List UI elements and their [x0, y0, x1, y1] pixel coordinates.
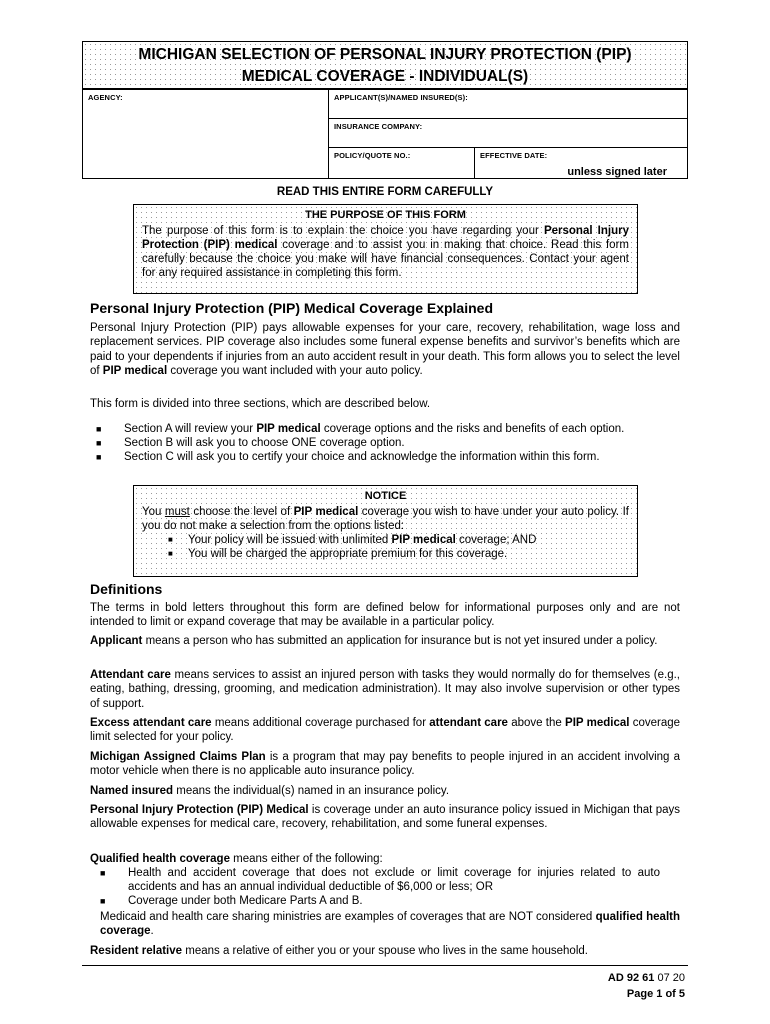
- notice-box: [133, 485, 638, 577]
- def-text: above the: [507, 717, 566, 729]
- form-title-line2: MEDICAL COVERAGE - INDIVIDUAL(S): [241, 68, 529, 85]
- def-bold: PIP medical: [565, 717, 630, 729]
- def-text: means a relative of either you or your spouse who lives in the same household.: [182, 945, 588, 957]
- pip-explained-paragraph: [90, 321, 680, 378]
- purpose-box: [133, 204, 638, 294]
- page-number: Page 1 of 5: [626, 988, 685, 1000]
- notice-text-a: You: [142, 506, 165, 518]
- bullet-text: Section A will review your: [124, 423, 257, 435]
- read-entire-heading: READ THIS ENTIRE FORM CAREFULLY: [276, 186, 494, 198]
- pip-explained-heading: Personal Injury Protection (PIP) Medical Coverage Explained: [90, 300, 493, 316]
- def-text: Medicaid and health care sharing ministries are examples of coverages that are NOT considered: [100, 911, 596, 923]
- def-excess-attendant-care: [90, 716, 680, 745]
- def-resident-relative: [90, 944, 680, 958]
- purpose-title: THE PURPOSE OF THIS FORM: [305, 209, 466, 221]
- def-macp: [90, 750, 680, 779]
- applicants-field[interactable]: [328, 89, 688, 119]
- def-text: means the individual(s) named in an insurance policy.: [173, 785, 450, 797]
- agency-field[interactable]: [82, 89, 329, 179]
- form-number: [608, 972, 685, 984]
- def-text: is a program that may pay benefits to people injured in an accident involving a motor vehicle when there is no applicable auto insurance policy.: [90, 751, 680, 778]
- applicants-label: APPLICANT(S)/NAMED INSURED(S):: [334, 93, 468, 102]
- notice-title: NOTICE: [364, 490, 407, 502]
- bullet-text: Section C will ask you to certify your choice and acknowledge the information within this form.: [124, 451, 600, 464]
- list-item: [96, 436, 680, 450]
- def-text: coverage limit selected for your policy.: [90, 717, 681, 744]
- def-qualified-health-coverage: [90, 852, 680, 866]
- definitions-intro: The terms in bold letters throughout this form are defined below for informational purposes only and are not intended to limit or expand coverage that may be available in a particular policy.: [90, 602, 680, 629]
- notice-must: must: [164, 506, 190, 518]
- insurance-company-field[interactable]: [328, 118, 688, 148]
- def-bold: qualified health coverage: [100, 911, 680, 938]
- para1-bold: PIP medical: [102, 364, 168, 377]
- def-term: Personal Injury Protection (PIP) Medical: [90, 804, 309, 816]
- def-text: .: [150, 925, 154, 938]
- bullet-text: Section B will ask you to choose ONE coverage option.: [124, 437, 405, 450]
- form-number-date: 07 20: [654, 972, 685, 984]
- def-text: means additional coverage purchased for: [211, 717, 430, 729]
- qhc-list: [100, 866, 660, 909]
- def-term: Named insured: [90, 785, 174, 797]
- def-text: means services to assist an injured person with tasks they would normally do for themselves (e.g., eating, bathing, dressing, grooming, and medication administration). It may also involve supervision or other types of support.: [90, 669, 680, 710]
- para1-a: Personal Injury Protection (PIP) pays allowable expenses for your care, recovery, rehabilitation, wage loss and replacement services. PIP coverage also includes some funeral expense benefits and survivor’s benefits which are paid to your dependents if injuries from an auto accident result in your death. This form allows you to select the level of: [90, 322, 680, 377]
- sections-intro: This form is divided into three sections, which are described below.: [90, 398, 431, 410]
- def-term: Michigan Assigned Claims Plan: [90, 751, 266, 763]
- notice-text-c: coverage you wish to have under your auto policy. If you do not make a selection from the options listed:: [142, 506, 629, 532]
- purpose-text-b: coverage and to assist you in making that choice. Read this form carefully because the choice you make will have financial consequences. Contact your agent for any required assistance in completing this form.: [142, 239, 629, 279]
- notice-item1-b: coverage; AND: [455, 534, 537, 546]
- def-pip-medical: [90, 803, 680, 832]
- list-item: ■ You will be charged the appropriate premium for this coverage.: [164, 547, 629, 561]
- notice-text: [142, 505, 629, 533]
- def-named-insured: [90, 784, 680, 798]
- notice-text-b: choose the level of: [189, 506, 294, 518]
- def-term: Qualified health coverage: [90, 853, 230, 865]
- bullet-text-b: coverage options and the risks and benefits of each option.: [320, 423, 625, 435]
- para1-b: coverage you want included with your auto policy.: [167, 364, 423, 377]
- purpose-text-a: The purpose of this form is to explain the choice you have regarding your: [142, 225, 544, 237]
- def-text: means a person who has submitted an application for insurance but is not yet insured under a policy.: [142, 635, 658, 647]
- def-applicant: [90, 634, 680, 648]
- notice-item1-a: Your policy will be issued with unlimited: [188, 534, 392, 546]
- purpose-text-bold: Personal Injury Protection (PIP) medical: [142, 225, 629, 251]
- list-item: [96, 422, 680, 436]
- def-term: Attendant care: [90, 669, 171, 681]
- def-attendant-care: [90, 668, 680, 711]
- def-text: is coverage under an auto insurance policy issued in Michigan that pays allowable expenses for medical care, recovery, rehabilitation, and some funeral expenses.: [90, 804, 680, 831]
- list-item: [96, 450, 680, 464]
- def-text: means either of the following:: [229, 853, 383, 865]
- form-title: [82, 41, 688, 89]
- list-item: ■ Coverage under both Medicare Parts A and B.: [100, 894, 660, 908]
- agency-label: AGENCY:: [88, 93, 123, 102]
- unless-signed-later: unless signed later: [567, 166, 667, 178]
- def-bold: attendant care: [429, 717, 508, 729]
- effective-date-label: EFFECTIVE DATE:: [480, 151, 548, 160]
- def-term: Applicant: [90, 635, 143, 647]
- bullet-bold: PIP medical: [256, 423, 321, 435]
- notice-item1-bold: PIP medical: [391, 534, 456, 546]
- qhc-note: [100, 910, 680, 939]
- list-item: ■ Health and accident coverage that does not exclude or limit coverage for injuries related to auto accidents and has an annual individual deductible of $6,000 or less; OR: [100, 866, 660, 894]
- list-item: [164, 533, 629, 547]
- insurance-company-label: INSURANCE COMPANY:: [334, 122, 423, 131]
- purpose-text: [142, 224, 629, 280]
- sections-list: [96, 422, 680, 465]
- policy-quote-field[interactable]: [328, 147, 475, 179]
- notice-text-bold: PIP medical: [293, 506, 359, 518]
- form-title-line1: MICHIGAN SELECTION OF PERSONAL INJURY PROTECTION (PIP): [138, 46, 632, 63]
- definitions-heading: Definitions: [90, 581, 163, 597]
- def-term: Excess attendant care: [90, 717, 212, 729]
- form-number-code: AD 92 61: [607, 972, 655, 984]
- def-term: Resident relative: [90, 945, 183, 957]
- notice-list: [142, 533, 629, 561]
- policy-quote-label: POLICY/QUOTE NO.:: [334, 151, 411, 160]
- footer-divider: [82, 965, 688, 966]
